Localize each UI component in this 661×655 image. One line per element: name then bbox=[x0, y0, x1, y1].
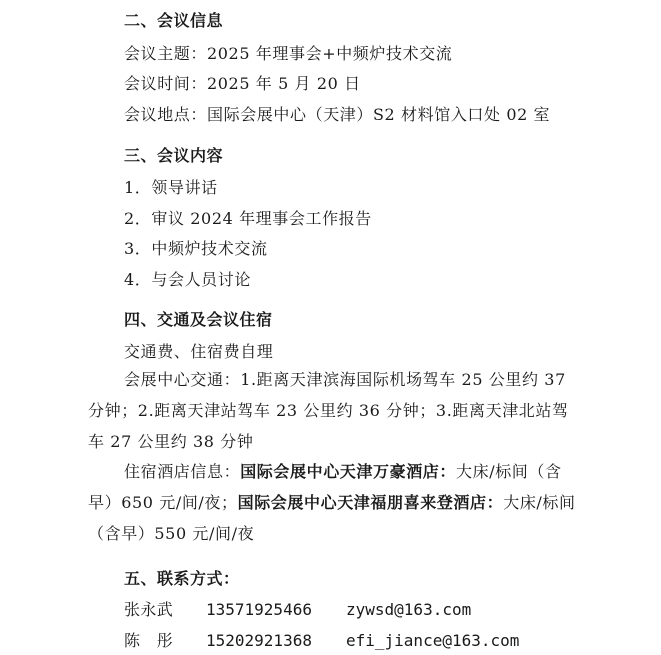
section-heading-transport-lodging: 四、交通及会议住宿 bbox=[124, 310, 273, 329]
section-heading-meeting-content: 三、会议内容 bbox=[124, 146, 224, 165]
expense-note: 交通费、住宿费自理 bbox=[124, 342, 274, 361]
agenda-item: 2．审议 2024 年理事会工作报告 bbox=[124, 209, 372, 228]
agenda-item: 1．领导讲话 bbox=[124, 178, 218, 197]
meeting-place: 会议地点：国际会展中心（天津）S2 材料馆入口处 02 室 bbox=[124, 105, 551, 124]
hotel-name-four-points: 国际会展中心天津福朋喜来登酒店： bbox=[237, 493, 504, 512]
hotel-prefix: 住宿酒店信息： bbox=[124, 462, 241, 481]
transport-text: 会展中心交通：1.距离天津滨海国际机场驾车 25 公里约 37 分钟；2.距离天津站驾车 23 公里约 36 分钟；3.距离天津北站驾车 27 公里约 38 分钟 bbox=[88, 370, 569, 451]
hotel-paragraph bbox=[88, 456, 580, 549]
contact-row bbox=[124, 597, 471, 620]
contact-name: 陈 彤 bbox=[124, 631, 174, 650]
contact-phone: 15202921368 bbox=[206, 631, 312, 650]
section-heading-meeting-info: 二、会议信息 bbox=[124, 11, 224, 30]
agenda-item: 3．中频炉技术交流 bbox=[124, 239, 268, 258]
meeting-topic: 会议主题：2025 年理事会+中频炉技术交流 bbox=[124, 44, 453, 63]
contact-email: efi_jiance@163.com bbox=[346, 631, 520, 650]
transport-paragraph bbox=[88, 364, 580, 457]
contact-phone: 13571925466 bbox=[206, 600, 312, 619]
hotel-name-marriott: 国际会展中心天津万豪酒店： bbox=[240, 462, 457, 481]
contact-email: zywsd@163.com bbox=[346, 600, 472, 619]
contact-row bbox=[124, 628, 519, 651]
hotel-price-marriott: 大床/标间（含早）650 元/间/夜； bbox=[88, 462, 562, 512]
contact-name: 张永武 bbox=[124, 600, 174, 619]
section-heading-contacts: 五、联系方式： bbox=[124, 569, 240, 588]
meeting-time: 会议时间：2025 年 5 月 20 日 bbox=[124, 74, 361, 93]
agenda-item: 4．与会人员讨论 bbox=[124, 270, 251, 289]
hotel-price-four-points: 大床/标间（含早）550 元/间/夜 bbox=[88, 493, 576, 543]
